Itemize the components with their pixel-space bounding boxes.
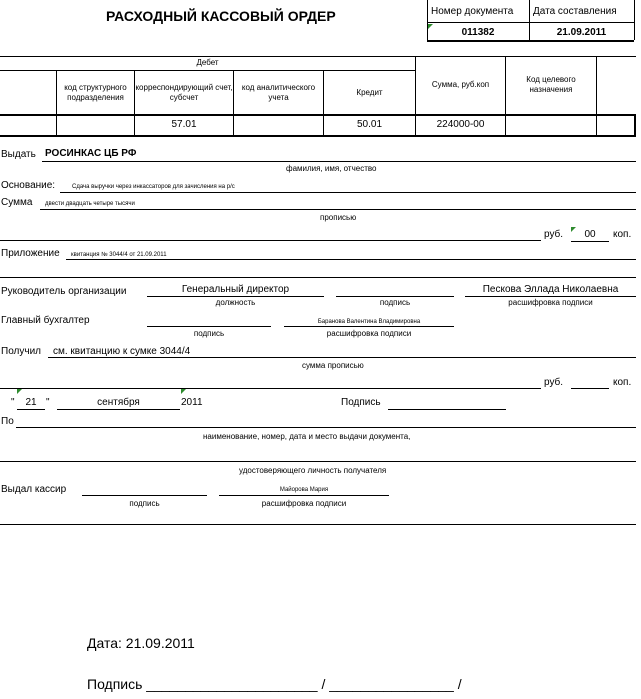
cell-marker-icon (17, 389, 22, 394)
footer-date: Дата: 21.09.2011 (87, 635, 195, 651)
basis-value: Сдача выручки через инкассаторов для зачисления на р/с (72, 184, 235, 190)
target-code-value (506, 115, 596, 135)
doc-date-value: 21.09.2011 (556, 27, 607, 38)
attachment-value: квитанция № 3044/4 от 21.09.2011 (71, 252, 167, 258)
target-code-header: Код целевого назначения (526, 75, 576, 94)
date-quote-close: " (46, 397, 50, 408)
kop-value: 00 (584, 229, 596, 240)
amount-label: Сумма (1, 197, 33, 208)
cashier-label: Выдал кассир (1, 484, 67, 495)
kop-label-2: коп. (613, 377, 632, 388)
cashier-name: Майорова Мария (279, 487, 329, 493)
kop-label: коп. (613, 229, 632, 240)
rub-label: руб. (544, 229, 564, 240)
cashier-decode-caption: расшифровка подписи (261, 499, 347, 508)
credit-value: 50.01 (356, 119, 383, 130)
analytic-code-value (234, 115, 323, 135)
doc-number-label: Номер документа (431, 6, 514, 17)
doc-caption: наименование, номер, дата и место выдачи документа, (203, 432, 411, 441)
corr-account-value: 57.01 (171, 119, 197, 130)
debit-header: Дебет (196, 58, 219, 67)
date-day: 21 (25, 397, 37, 408)
struct-unit-value (57, 115, 134, 135)
accounting-table (0, 56, 636, 136)
doc-number-box (427, 0, 634, 40)
sum-value: 224000-00 (436, 119, 485, 130)
date-year: 2011 (181, 397, 203, 408)
cashier-signature-caption: подпись (129, 499, 160, 508)
issue-value: РОСИНКАС ЦБ РФ (45, 148, 137, 159)
doc-date-label: Дата составления (533, 6, 617, 17)
head-decode-caption: расшифровка подписи (508, 298, 593, 307)
amount-caption: прописью (320, 213, 357, 222)
struct-unit-header: код структурного подразделения (64, 82, 127, 102)
received-value: см. квитанцию к сумке 3044/4 (53, 346, 191, 357)
accountant-label: Главный бухгалтер (1, 315, 90, 326)
date-month: сентября (97, 397, 140, 408)
cell-marker-icon (181, 389, 186, 394)
corr-account-header: корреспондирующий счет, субсчет (135, 82, 233, 102)
rub-label-2: руб. (544, 377, 564, 388)
received-label: Получил (1, 346, 41, 357)
sum-header: Сумма, руб.коп (431, 80, 490, 89)
accountant-name: Баранова Валентина Владимировна (317, 319, 421, 325)
issue-caption: фамилия, имя, отчество (286, 164, 377, 173)
form-title: РАСХОДНЫЙ КАССОВЫЙ ОРДЕР (106, 8, 336, 24)
head-label: Руководитель организации (1, 286, 127, 297)
amount-value: двести двадцать четыре тысячи (45, 201, 135, 207)
position-caption: должность (215, 298, 256, 307)
head-position: Генеральный директор (181, 284, 290, 295)
analytic-code-header: код аналитического учета (241, 82, 316, 102)
doc-number-value: 011382 (461, 27, 495, 38)
signature-label: Подпись (341, 397, 381, 408)
head-signature-caption: подпись (379, 298, 411, 307)
basis-label: Основание: (1, 180, 56, 191)
accountant-signature-caption: подпись (193, 329, 225, 338)
date-quote-open: " (11, 397, 15, 408)
by-label: По (1, 416, 14, 427)
issue-label: Выдать (1, 149, 36, 160)
identity-caption: удостоверяющего личность получателя (239, 466, 387, 475)
cell-marker-icon (428, 24, 433, 29)
credit-header: Кредит (356, 87, 383, 97)
head-name: Пескова Эллада Николаевна (482, 284, 619, 295)
received-caption: сумма прописью (302, 361, 364, 370)
attachment-label: Приложение (1, 248, 60, 259)
footer-signature: Подпись ______________________ / ________________ / (87, 676, 462, 692)
accountant-decode-caption: расшифровка подписи (326, 329, 412, 338)
